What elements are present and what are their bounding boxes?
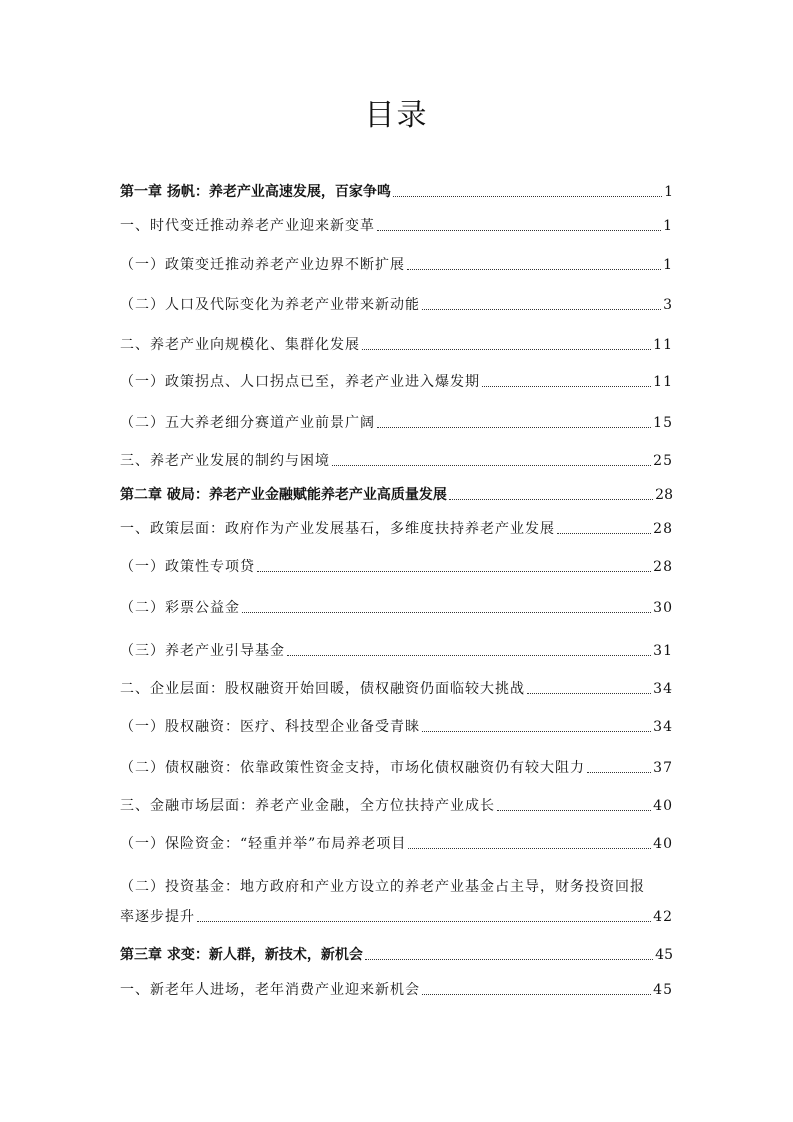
toc-entry-label: （一）保险资金：“轻重并举”布局养老项目 [120,836,407,852]
dot-leader [332,465,651,466]
toc-entry-page: 40 [653,836,673,852]
toc-entry-subsection[interactable] [120,413,673,433]
toc-entry-page: 45 [653,982,673,998]
toc-entry-page: 34 [653,681,673,697]
toc-entry-label: （一）政策变迁推动养老产业边界不断扩展 [120,257,405,273]
toc-entry-page: 45 [655,947,673,963]
toc-entry-section[interactable] [120,980,673,1000]
dot-leader [587,772,651,773]
dot-leader [422,731,651,732]
dot-leader [408,848,651,849]
toc-entry-section[interactable] [120,216,673,236]
dot-leader [362,349,651,350]
toc-entry-label: （三）养老产业引导基金 [120,643,285,659]
toc-entry-subsection-wrapped[interactable] [120,877,673,927]
toc-entry-label: 一、时代变迁推动养老产业迎来新变革 [120,218,375,234]
toc-entry-subsection[interactable] [120,598,673,618]
toc-entry-label: 第二章 破局：养老产业金融赋能养老产业高质量发展 [120,487,447,503]
dot-leader [527,693,651,694]
toc-entry-subsection[interactable] [120,255,673,275]
dot-leader [497,810,651,811]
toc-entry-subsection[interactable] [120,557,673,577]
dot-leader [422,994,651,995]
toc-entry-label-line1: （二）投资基金：地方政府和产业方设立的养老产业基金占主导，财务投资回报 [120,879,645,895]
toc-entry-section[interactable] [120,451,673,471]
toc-entry-page: 28 [653,559,673,575]
toc-entry-page: 31 [653,643,673,659]
toc-entry-subsection[interactable] [120,758,673,778]
toc-entry-chapter-1[interactable] [120,182,673,202]
toc-entry-label: （一）股权融资：医疗、科技型企业备受青睐 [120,719,420,735]
toc-entry-label: （二）五大养老细分赛道产业前景广阔 [120,415,375,431]
toc-entry-label: 二、养老产业向规模化、集群化发展 [120,337,360,353]
toc-entry-section[interactable] [120,335,673,355]
dot-leader [377,230,661,231]
dot-leader [257,571,651,572]
toc-entry-page: 28 [653,521,673,537]
toc-entry-page: 42 [653,909,673,925]
toc-entry-subsection[interactable] [120,834,673,854]
toc-entry-page: 30 [653,600,673,616]
toc-entry-label: 第一章 扬帆：养老产业高速发展，百家争鸣 [120,184,391,200]
dot-leader [197,921,651,922]
toc-entry-label: 三、养老产业发展的制约与困境 [120,453,330,469]
dot-leader [449,499,653,500]
toc-entry-page: 1 [663,257,673,273]
toc-entry-label: 二、企业层面：股权融资开始回暖，债权融资仍面临较大挑战 [120,681,525,697]
toc-entry-subsection[interactable] [120,717,673,737]
toc-entry-chapter-3[interactable] [120,945,673,965]
dot-leader [407,269,661,270]
dot-leader [393,196,662,197]
toc-entry-label: （二）人口及代际变化为养老产业带来新动能 [120,297,420,313]
toc-entry-subsection[interactable] [120,372,673,392]
toc-entry-page: 28 [655,487,673,503]
toc-entry-page: 37 [653,760,673,776]
toc-entry-label: （二）彩票公益金 [120,600,240,616]
toc-entry-section[interactable] [120,519,673,539]
toc-entry-chapter-2[interactable] [120,485,673,505]
dot-leader [287,655,651,656]
toc-entry-label: 一、政策层面：政府作为产业发展基石，多维度扶持养老产业发展 [120,521,555,537]
dot-leader [482,386,651,387]
toc-entry-page: 15 [653,415,673,431]
toc-entry-section[interactable] [120,796,673,816]
dot-leader [422,309,661,310]
toc-entry-label: 三、金融市场层面：养老产业金融，全方位扶持产业成长 [120,798,495,814]
toc-entry-page: 1 [663,218,673,234]
dot-leader [377,427,651,428]
toc-entry-page: 40 [653,798,673,814]
toc-entry-page: 11 [653,374,673,390]
dot-leader [242,612,651,613]
toc-entry-section[interactable] [120,679,673,699]
toc-entry-page: 34 [653,719,673,735]
dot-leader [557,533,651,534]
toc-entry-page: 11 [653,337,673,353]
toc-entry-page: 3 [663,297,673,313]
toc-entry-label: （一）政策性专项贷 [120,559,255,575]
toc-entry-label-line2: 率逐步提升 [120,909,195,925]
toc-entry-page: 25 [653,453,673,469]
toc-entry-label: 第三章 求变：新人群，新技术，新机会 [120,947,363,963]
toc-entry-label: （一）政策拐点、人口拐点已至，养老产业进入爆发期 [120,374,480,390]
toc-entry-subsection[interactable] [120,295,673,315]
toc-entry-page: 1 [664,184,673,200]
page-title: 目录 [364,98,429,133]
dot-leader [365,959,653,960]
toc-entry-subsection[interactable] [120,641,673,661]
toc-entry-label: 一、新老年人进场，老年消费产业迎来新机会 [120,982,420,998]
toc-entry-label: （二）债权融资：依靠政策性资金支持，市场化债权融资仍有较大阻力 [120,760,585,776]
